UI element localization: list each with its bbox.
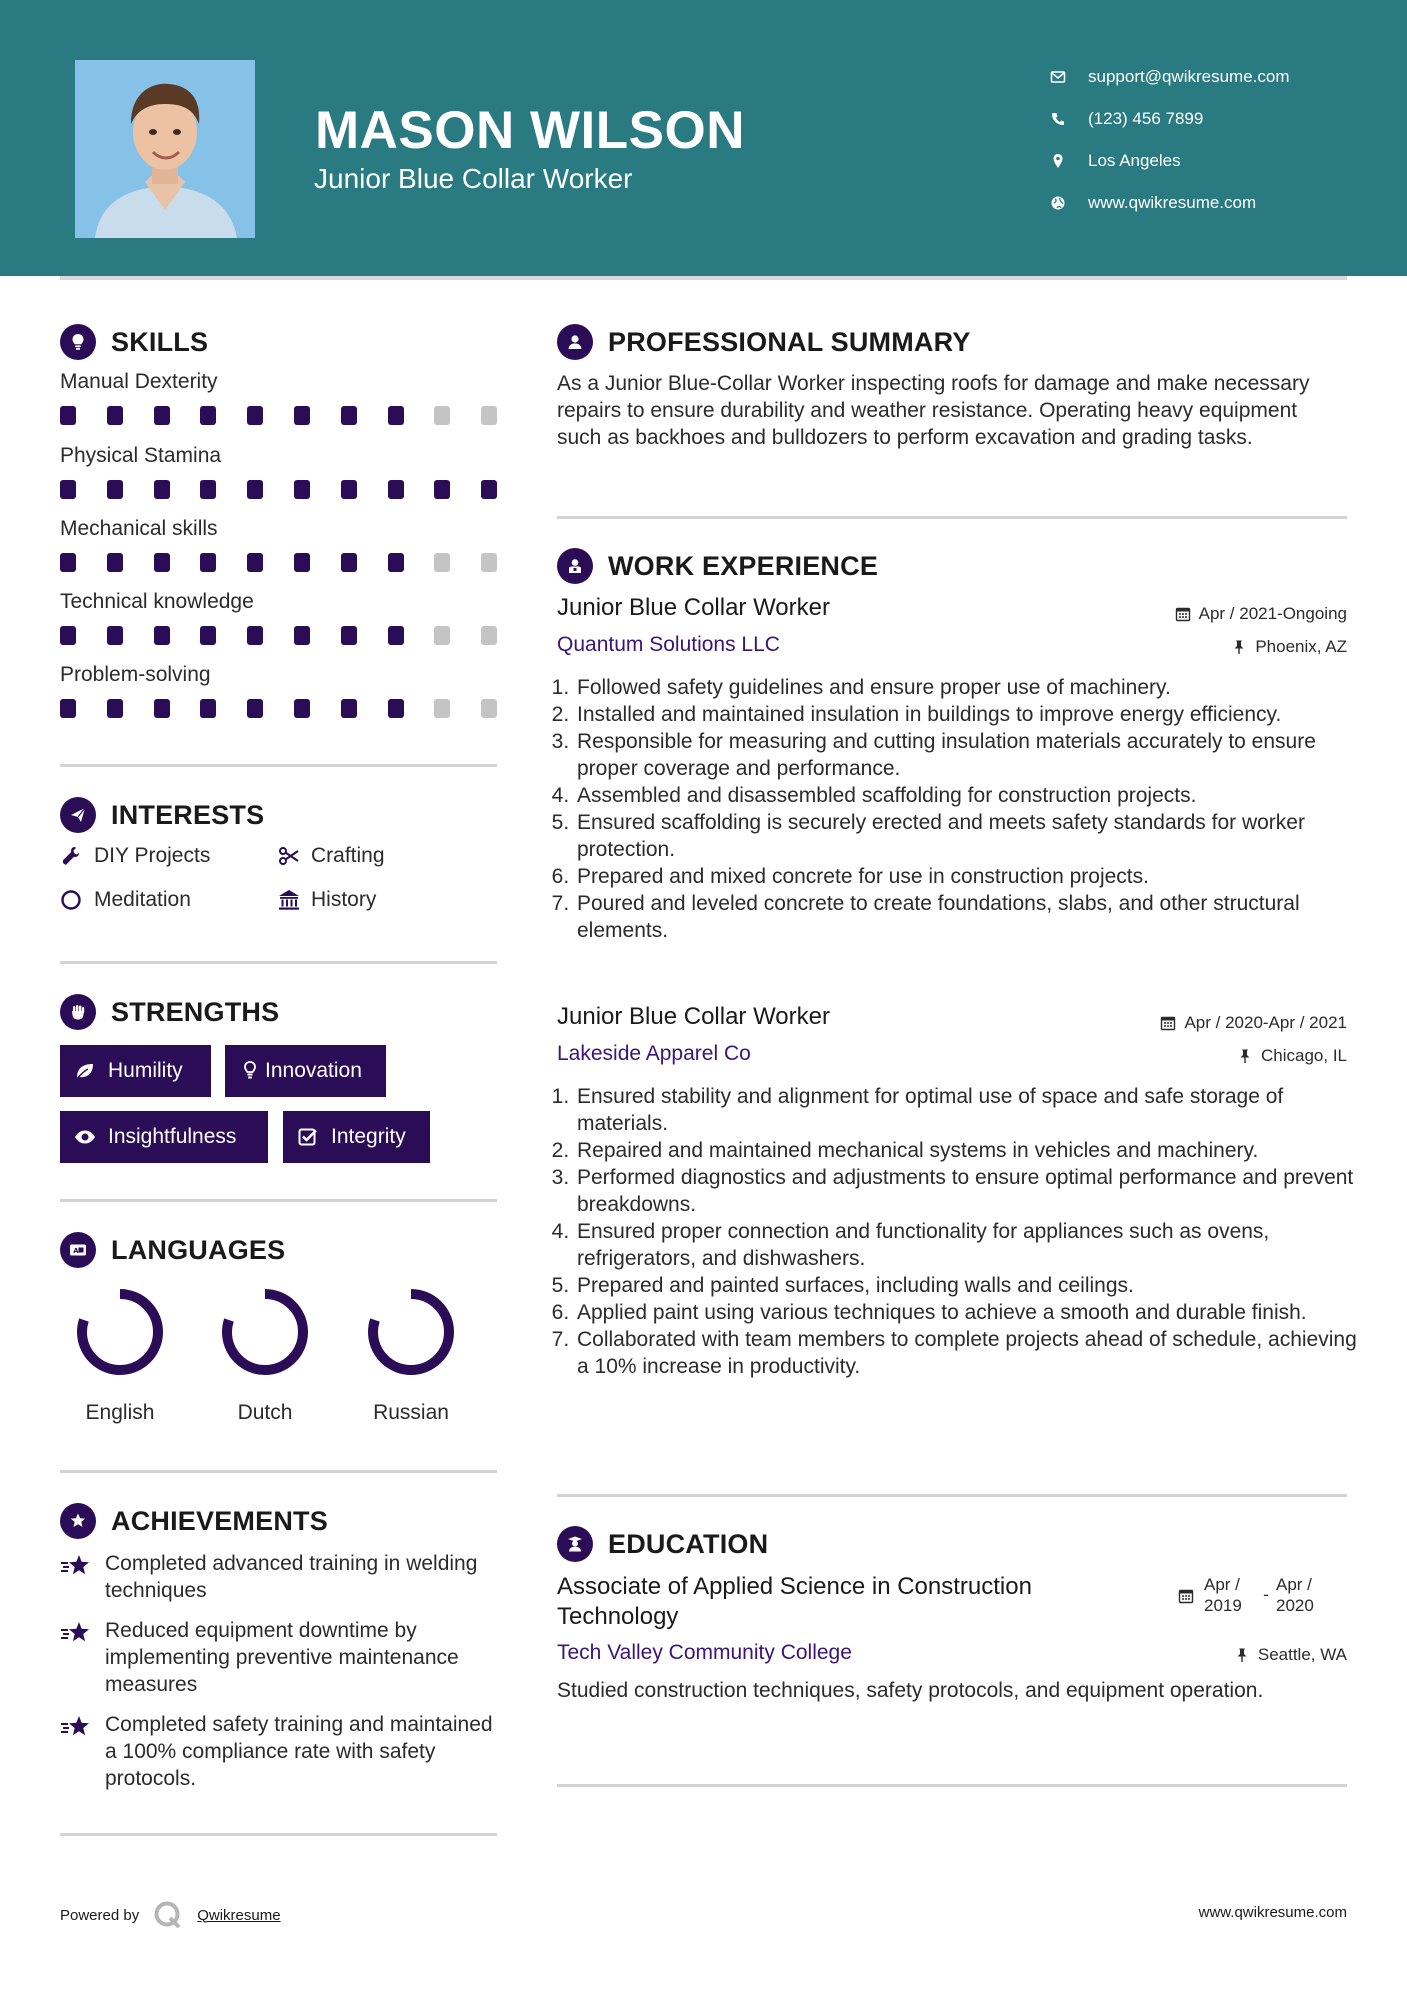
skill-name: Technical knowledge [60, 590, 254, 613]
achievement-item [60, 1617, 500, 1698]
job-date-text: Apr / 2020-Apr / 2021 [1184, 1013, 1347, 1032]
map-pin-icon [1050, 153, 1088, 169]
skill-name: Manual Dexterity [60, 370, 218, 393]
job-location-text: Chicago, IL [1261, 1046, 1347, 1065]
contact-list [1050, 56, 1290, 224]
rating-dot-filled [341, 406, 357, 425]
rating-dot-filled [434, 480, 450, 499]
rating-dot-filled [60, 553, 76, 572]
job-date [1160, 1013, 1347, 1033]
strength-insightfulness [60, 1111, 268, 1163]
rating-dot-filled [60, 699, 76, 718]
rating-dot-filled [154, 553, 170, 572]
responsibility-item: 2. Repaired and maintained mechanical systems in vehicles and machinery. [575, 1137, 1365, 1164]
skill-rating [60, 553, 500, 573]
job-location-text: Phoenix, AZ [1255, 637, 1347, 656]
contact-email[interactable] [1050, 56, 1290, 98]
rating-dot-filled [388, 480, 404, 499]
skills-heading [60, 324, 208, 360]
language-item [351, 1282, 471, 1425]
education-start-month: Apr / [1204, 1575, 1240, 1594]
achievement-item [60, 1550, 500, 1604]
skill-rating [60, 406, 500, 426]
job-date-text: Apr / 2021-Ongoing [1198, 604, 1347, 623]
skill-item [60, 590, 500, 646]
language-gauge-arc [82, 1294, 158, 1370]
job-company: Quantum Solutions LLC [557, 633, 780, 656]
strength-integrity [283, 1111, 430, 1163]
rating-dot-empty [434, 626, 450, 645]
language-name: Dutch [237, 1401, 293, 1424]
star-icon [60, 1711, 105, 1792]
languages-divider [60, 1470, 497, 1473]
responsibility-item: 1. Followed safety guidelines and ensure proper use of machinery. [575, 674, 1365, 701]
rating-dot-filled [154, 626, 170, 645]
lightbulb-icon [239, 1060, 265, 1082]
rating-dot-filled [247, 406, 263, 425]
calendar-icon [1178, 1588, 1194, 1604]
strength-label: Innovation [265, 1059, 362, 1082]
interests-heading [60, 797, 264, 833]
rating-dot-filled [341, 626, 357, 645]
languages-heading [60, 1232, 285, 1268]
achievements-heading [60, 1503, 328, 1539]
star-icon [60, 1617, 105, 1698]
language-gauge-arc [373, 1294, 449, 1370]
responsibility-item: 4. Assembled and disassembled scaffolding for construction projects. [575, 782, 1365, 809]
rating-dot-filled [60, 406, 76, 425]
achievement-text: Reduced equipment downtime by implementing preventive maintenance measures [105, 1619, 459, 1696]
language-name: English [85, 1401, 155, 1424]
rating-dot-filled [294, 480, 310, 499]
responsibility-item: 5. Ensured scaffolding is securely erected and meets safety standards for worker protection. [575, 809, 1365, 863]
education-end-month: Apr / [1276, 1575, 1312, 1594]
experience-heading-text: WORK EXPERIENCE [608, 550, 879, 581]
rating-dot-empty [434, 553, 450, 572]
interest-label: History [311, 888, 377, 911]
skill-rating [60, 699, 500, 719]
education-date-separator: - [1263, 1585, 1269, 1604]
responsibility-item: 6. Applied paint using various techniques to achieve a smooth and durable finish. [575, 1299, 1365, 1326]
strengths-divider [60, 1199, 497, 1202]
rating-dot-filled [154, 406, 170, 425]
job-title: Junior Blue Collar Worker [557, 594, 830, 621]
scissors-icon [277, 844, 311, 868]
skill-item [60, 370, 500, 426]
rating-dot-filled [294, 553, 310, 572]
achievements-divider [60, 1833, 497, 1836]
summary-heading [557, 324, 971, 360]
rating-dot-empty [481, 699, 497, 718]
rating-dot-filled [107, 699, 123, 718]
resume-header [0, 0, 1407, 276]
rating-dot-filled [247, 553, 263, 572]
language-item [205, 1282, 325, 1425]
contact-location-text: Los Angeles [1088, 151, 1181, 170]
responsibility-item: 6. Prepared and mixed concrete for use in construction projects. [575, 863, 1365, 890]
skill-name: Mechanical skills [60, 517, 218, 540]
strengths-heading-text: STRENGTHS [111, 996, 280, 1027]
contact-phone-text: (123) 456 7899 [1088, 109, 1204, 128]
strength-humility [60, 1045, 211, 1097]
pushpin-icon [1237, 1048, 1253, 1064]
education-start [1204, 1574, 1256, 1616]
interests-heading-text: INTERESTS [111, 799, 265, 830]
language-gauge [70, 1282, 170, 1382]
rating-dot-filled [154, 480, 170, 499]
lightbulb-icon [60, 324, 96, 360]
paper-plane-icon [60, 797, 96, 833]
responsibility-item: 2. Installed and maintained insulation in buildings to improve energy efficiency. [575, 701, 1365, 728]
education-start-year: 2019 [1204, 1596, 1242, 1615]
rating-dot-filled [247, 699, 263, 718]
job-company: Lakeside Apparel Co [557, 1042, 751, 1065]
rating-dot-filled [107, 406, 123, 425]
interest-meditation [60, 888, 191, 912]
calendar-icon [1160, 1015, 1176, 1031]
interest-label: DIY Projects [94, 844, 211, 867]
summary-heading-text: PROFESSIONAL SUMMARY [608, 326, 971, 357]
rating-dot-filled [107, 480, 123, 499]
calendar-icon [1175, 606, 1191, 622]
skill-item [60, 517, 500, 573]
globe-icon [1050, 195, 1088, 211]
achievement-text: Completed advanced training in welding techniques [105, 1552, 478, 1602]
education-heading [557, 1526, 768, 1562]
wrench-icon [60, 844, 94, 868]
responsibility-item: 4. Ensured proper connection and functionality for appliances such as ovens, refrigerators, and dishwashers. [575, 1218, 1365, 1272]
skill-name: Physical Stamina [60, 444, 222, 467]
responsibility-item: 5. Prepared and painted surfaces, including walls and ceilings. [575, 1272, 1365, 1299]
rating-dot-filled [388, 699, 404, 718]
rating-dot-empty [434, 699, 450, 718]
achievement-text: Completed safety training and maintained a 100% compliance rate with safety protocols. [105, 1713, 493, 1790]
responsibility-item: 3. Responsible for measuring and cutting insulation materials accurately to ensure proper coverage and performance. [575, 728, 1365, 782]
contact-website-text: www.qwikresume.com [1088, 193, 1257, 212]
star-badge-icon [60, 1503, 96, 1539]
responsibility-item: 7. Poured and leveled concrete to create foundations, slabs, and other structural elements. [575, 890, 1365, 944]
languages-heading-text: LANGUAGES [111, 1234, 286, 1265]
education-school: Tech Valley Community College [557, 1641, 852, 1664]
education-location [1234, 1645, 1347, 1665]
rating-dot-filled [294, 699, 310, 718]
language-gauge [361, 1282, 461, 1382]
language-name: Russian [373, 1401, 449, 1424]
rating-dot-filled [341, 699, 357, 718]
eye-icon [74, 1126, 108, 1148]
job-responsibilities [557, 1083, 1365, 1380]
strength-innovation [225, 1045, 386, 1097]
job-title: Junior Blue Collar Worker [557, 1003, 830, 1030]
experience-heading [557, 548, 878, 584]
strengths-heading [60, 994, 279, 1030]
rating-dot-filled [200, 626, 216, 645]
rating-dot-filled [60, 626, 76, 645]
language-item [60, 1282, 180, 1425]
skill-rating [60, 480, 500, 500]
skills-divider [60, 764, 497, 767]
footer-powered-by [60, 1900, 281, 1930]
education-description: Studied construction techniques, safety protocols, and equipment operation. [557, 1679, 1264, 1702]
header-divider [60, 276, 1347, 280]
education-date [1178, 1574, 1328, 1616]
qwikresume-link[interactable]: Qwikresume [197, 1906, 281, 1924]
rating-dot-empty [434, 406, 450, 425]
skills-heading-text: SKILLS [111, 326, 209, 357]
star-icon [60, 1550, 105, 1604]
profile-photo [75, 60, 255, 238]
rating-dot-empty [481, 626, 497, 645]
rating-dot-filled [200, 406, 216, 425]
rating-dot-filled [200, 553, 216, 572]
strength-label: Humility [108, 1059, 183, 1082]
rating-dot-filled [200, 699, 216, 718]
education-degree: Associate of Applied Science in Construction Technology [557, 1573, 1032, 1630]
skill-item [60, 444, 500, 500]
rating-dot-filled [341, 480, 357, 499]
contact-email-text: support@qwikresume.com [1088, 67, 1290, 86]
responsibility-item: 1. Ensured stability and alignment for optimal use of space and safe storage of materials. [575, 1083, 1365, 1137]
language-gauge [215, 1282, 315, 1382]
envelope-icon [1050, 69, 1088, 85]
briefcase-user-icon [557, 548, 593, 584]
contact-phone[interactable] [1050, 98, 1290, 140]
rating-dot-filled [247, 480, 263, 499]
rating-dot-filled [481, 480, 497, 499]
rating-dot-filled [107, 626, 123, 645]
pushpin-icon [1234, 1647, 1250, 1663]
interest-crafting [277, 844, 385, 868]
job-responsibilities [557, 674, 1365, 944]
rating-dot-empty [481, 553, 497, 572]
rating-dot-filled [388, 406, 404, 425]
summary-divider [557, 516, 1347, 519]
responsibility-item: 7. Collaborated with team members to complete projects ahead of schedule, achieving a 10% increase in productivity. [575, 1326, 1365, 1380]
job-date [1175, 604, 1347, 624]
rating-dot-filled [388, 553, 404, 572]
powered-by-text: Powered by [60, 1906, 140, 1924]
achievements-heading-text: ACHIEVEMENTS [111, 1505, 328, 1536]
language-gauge-arc [227, 1294, 303, 1370]
user-icon [557, 324, 593, 360]
leaf-icon [74, 1060, 108, 1082]
contact-location [1050, 140, 1290, 182]
rating-dot-filled [154, 699, 170, 718]
candidate-title: Junior Blue Collar Worker [314, 163, 633, 194]
job-location [1231, 637, 1347, 657]
rating-dot-filled [388, 626, 404, 645]
contact-website[interactable] [1050, 182, 1290, 224]
rating-dot-filled [200, 480, 216, 499]
graduate-icon [557, 1526, 593, 1562]
museum-icon [277, 888, 311, 912]
responsibility-item: 3. Performed diagnostics and adjustments to ensure optimal performance and prevent breakdowns. [575, 1164, 1365, 1218]
interest-history [277, 888, 376, 912]
circle-icon [60, 888, 94, 912]
education-divider [557, 1784, 1347, 1787]
education-location-text: Seattle, WA [1257, 1645, 1347, 1664]
language-icon [60, 1232, 96, 1268]
rating-dot-filled [294, 406, 310, 425]
checkbox-icon [297, 1126, 331, 1148]
interest-label: Meditation [94, 888, 191, 911]
fist-icon [60, 994, 96, 1030]
candidate-name: MASON WILSON [315, 101, 745, 160]
education-end [1276, 1574, 1328, 1616]
experience-divider [557, 1494, 1347, 1497]
rating-dot-filled [60, 480, 76, 499]
interest-diy-projects [60, 844, 210, 868]
footer-url[interactable]: www.qwikresume.com [1198, 1904, 1347, 1921]
job-location [1237, 1046, 1347, 1066]
strength-label: Insightfulness [108, 1125, 237, 1148]
skill-name: Problem-solving [60, 663, 211, 686]
pushpin-icon [1231, 639, 1247, 655]
rating-dot-filled [341, 553, 357, 572]
skill-item [60, 663, 500, 719]
rating-dot-filled [107, 553, 123, 572]
qwikresume-logo-icon [153, 1900, 183, 1930]
phone-icon [1050, 111, 1088, 127]
education-end-year: 2020 [1276, 1596, 1314, 1615]
achievement-item [60, 1711, 500, 1792]
strength-label: Integrity [331, 1125, 406, 1148]
rating-dot-empty [481, 406, 497, 425]
svg-text:A: A [73, 1247, 79, 1255]
rating-dot-filled [247, 626, 263, 645]
summary-text: As a Junior Blue-Collar Worker inspecting roofs for damage and make necessary repairs to ensure durability and weather resistance. Operating heavy equipment such as backhoes and bulldozers to perform excavation and grading tasks. [557, 372, 1310, 449]
interests-divider [60, 961, 497, 964]
skill-rating [60, 626, 500, 646]
rating-dot-filled [294, 626, 310, 645]
education-heading-text: EDUCATION [608, 1528, 769, 1559]
interest-label: Crafting [311, 844, 385, 867]
